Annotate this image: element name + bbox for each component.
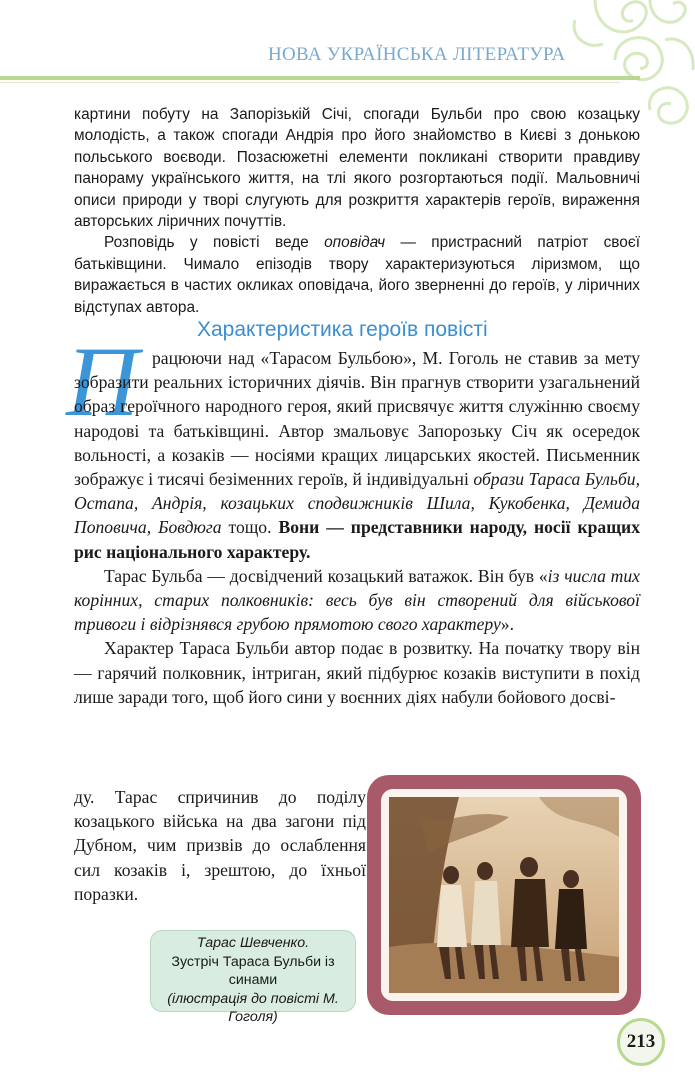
illustration-image — [389, 797, 619, 993]
intro-paragraph-1: картини побуту на Запорізькій Січі, спогади Бульби про свою козацьку молодість, а також спогади Андрія про його знайомство в Києві з донькою польського воєводи. Позасюжетні елементи покликані створити правдиву панораму українського життя, на тлі якого розгортаються події. Мальовничі описи природи у творі слугують для розкриття характерів героїв, вираження авторських ліричних почуттів. — [74, 106, 640, 231]
section-paragraph-3-continued: ду. Тарас спричинив до поділу козацького війська на два загони під Дубном, чим призвів до ослаблення сил козаків і, зрештою, до їхньої поразки. — [74, 787, 366, 904]
page-number: 213 — [617, 1018, 665, 1066]
caption-author: Тарас Шевченко. — [196, 935, 310, 951]
taras-meeting-sons-illustration — [389, 797, 619, 993]
illustration-frame — [367, 775, 641, 1015]
header-divider-thin — [0, 82, 620, 83]
section-paragraph-3: Характер Тараса Бульби автор подає в розвитку. На початку твору він — гарячий полковник, інтриган, який підбурює козаків виступити в похід лише заради того, щоб його сини у воєнних діях набули бойового досві- — [74, 638, 640, 707]
narrator-term: оповідач — [324, 234, 386, 252]
drop-cap: П — [66, 326, 139, 437]
key-statement: Вони — представники народу, носії кращих рис національного характеру. — [74, 517, 640, 562]
section-body — [74, 346, 640, 709]
section-paragraph-2: Тарас Бульба — досвідчений козацький ватажок. Він був «із числа тих корінних, старих полковників: весь був він створений для військової тривоги і відрізнявся грубою прямотою свого характеру». — [74, 565, 640, 635]
intro-paragraph-2: Розповідь у повісті веде оповідач — пристрасний патріот своєї батьківщини. Чимало епізодів твору характеризуються ліризмом, що виражається в частих окликах оповідача, його зверненні до героїв, у ліричних відступах автора. — [74, 234, 640, 316]
caption-note: (ілюстрація до повісті М. Гоголя) — [167, 990, 339, 1025]
illustration-caption — [150, 930, 356, 1025]
intro-text — [74, 104, 640, 318]
caption-title: Зустріч Тараса Бульби із синами — [171, 953, 335, 988]
hero-names: образи Тараса Бульби, Остапа, Андрія, козацьких сподвижників Шила, Кукобенка, Демида Поповича, Бовдюга — [74, 469, 640, 538]
quotation: із числа тих корінних, старих полковників: весь був він створений для військової тривоги і відрізнявся грубою прямотою свого характеру — [74, 565, 640, 635]
running-title: НОВА УКРАЇНСЬКА ЛІТЕРАТУРА — [268, 44, 566, 65]
section-heading: Характеристика героїв повісті — [197, 318, 488, 341]
header-divider — [0, 76, 640, 80]
section-paragraph-1: рацюючи над «Тарасом Бульбою», М. Гоголь не ставив за мету зобразити реальних історичних діячів. Він прагнув створити узагальнений образ героїчного народного героя, який присвячує життя служінню своєму народові та батьківщині. Автор змальовує Запорозьку Січ як осередок вольності, а козаків — носіями кращих лицарських якостей. Письменник зображує і тисячі безіменних героїв, й індивідуальні образи Тараса Бульби, Остапа, Андрія, козацьких сподвижників Шила, Кукобенка, Демида Поповича, Бовдюга тощо. Вони — представники народу, носії кращих рис національного характеру. — [74, 348, 640, 562]
